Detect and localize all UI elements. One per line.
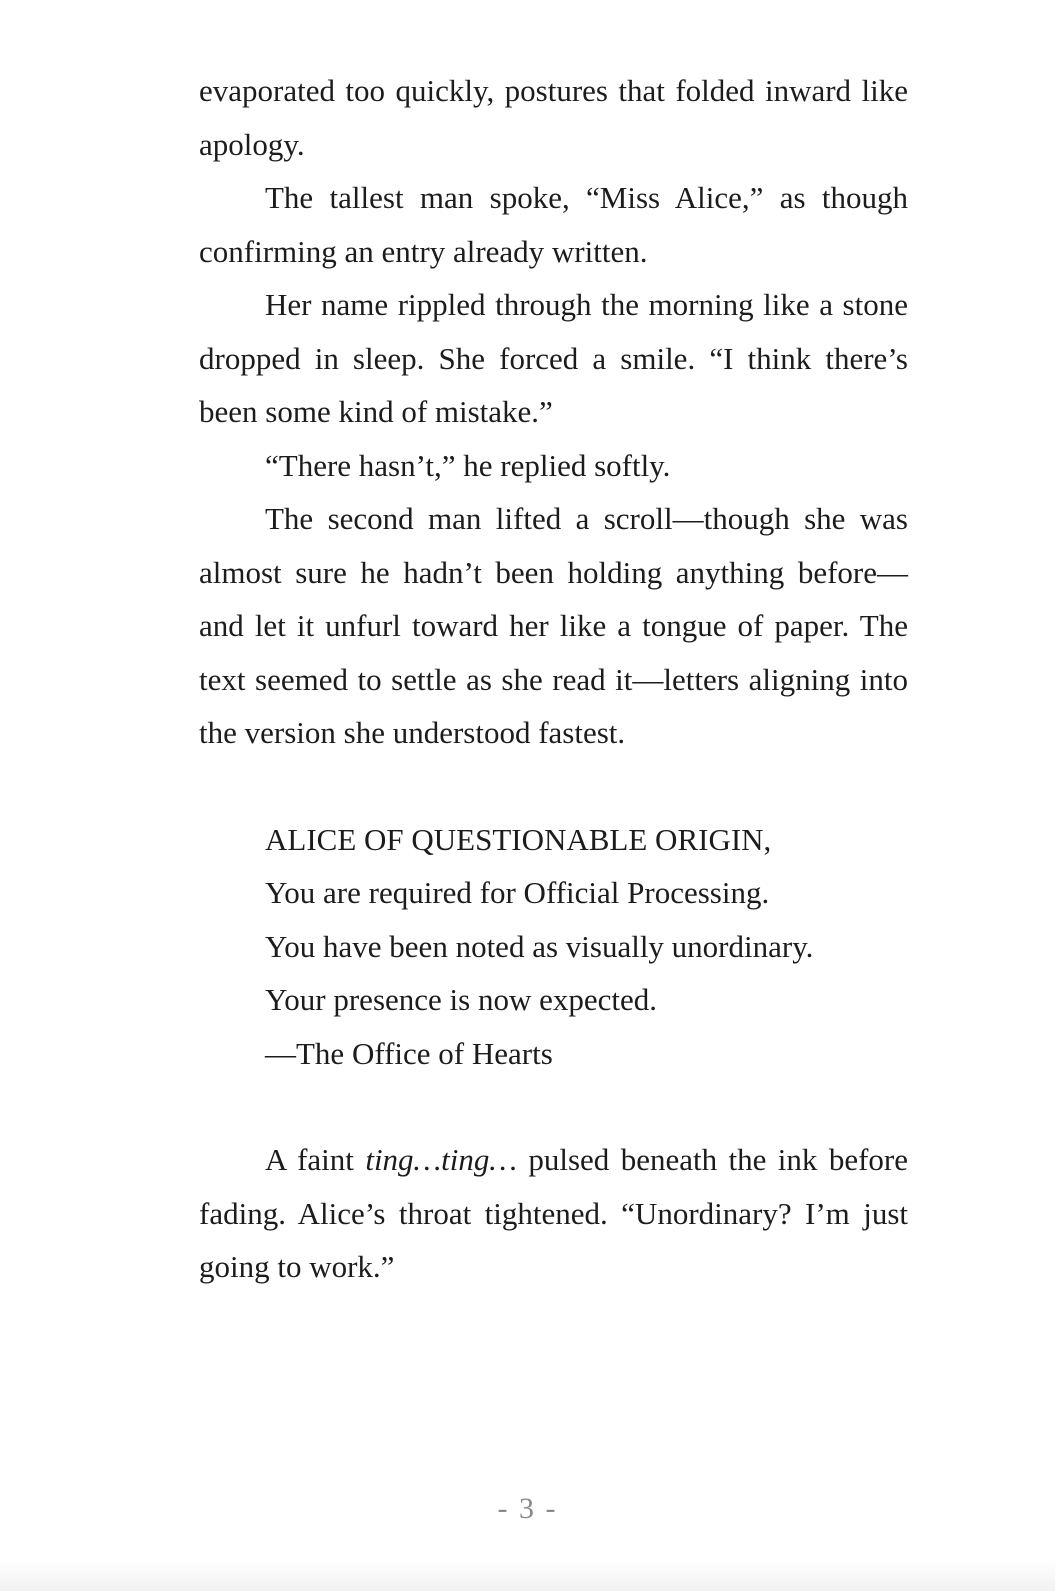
- page-body-text: [199, 64, 908, 1294]
- paragraph-continuation: evaporated too quickly, postures that folded inward like apology.: [199, 73, 908, 162]
- ting-italic-text: ting…ting…: [365, 1142, 517, 1177]
- letter-line: You are required for Official Processing.: [265, 875, 770, 910]
- ting-lead-text: A faint: [265, 1142, 366, 1177]
- letter-signature: —The Office of Hearts: [265, 1035, 553, 1071]
- paragraph-tallest-man: The tallest man spoke, “Miss Alice,” as though confirming an entry already written.: [199, 180, 908, 269]
- letter-line: You have been noted as visually unordinary.: [265, 928, 814, 964]
- bottom-edge-shade: [0, 1560, 1055, 1591]
- letter-salutation: ALICE OF QUESTIONABLE ORIGIN,: [265, 821, 772, 857]
- ting-rest-text: pulsed beneath the ink before fading. Alice’s throat tightened. “Unordinary? I’m just going to work.”: [199, 1142, 908, 1284]
- paragraph-reply: “There hasn’t,” he replied softly.: [265, 447, 671, 483]
- letter-line: Your presence is now expected.: [265, 982, 657, 1017]
- paragraph-ting: [199, 1133, 908, 1294]
- paragraph-scroll: The second man lifted a scroll—though she was almost sure he hadn’t been holding anything before—and let it unfurl toward her like a tongue of paper. The text seemed to settle as she read it—letters aligning into the version she understood fastest.: [199, 501, 908, 750]
- page-number: - 3 -: [497, 1492, 558, 1525]
- scroll-letter: [265, 813, 908, 1081]
- paragraph-name-rippled: Her name rippled through the morning like a stone dropped in sleep. She forced a smile. “I think there’s been some kind of mistake.”: [199, 287, 908, 429]
